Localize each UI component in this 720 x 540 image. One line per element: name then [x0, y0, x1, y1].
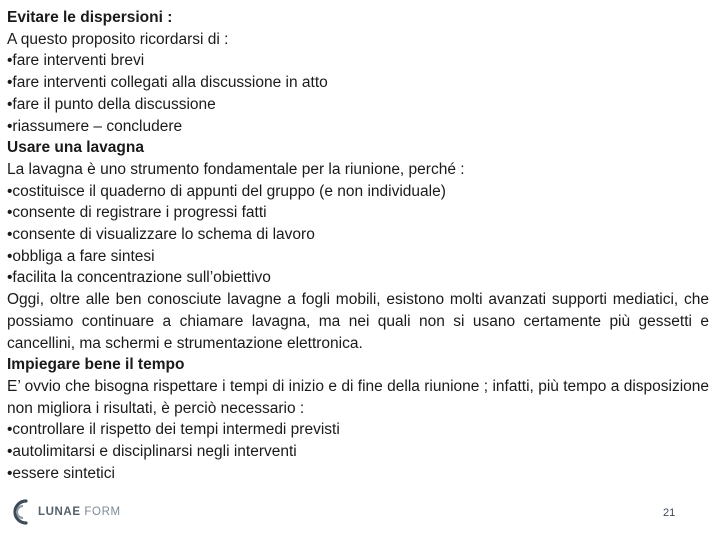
section-title-tempo: Impiegare bene il tempo: [7, 356, 185, 374]
page-number: 21: [663, 507, 676, 519]
slide-content: [7, 7, 709, 484]
bullet-item: •controllare il rispetto dei tempi intermedi previsti: [7, 421, 340, 439]
bullet-item: •riassumere – concludere: [7, 117, 183, 135]
bullet-item: •consente di registrare i progressi fatti: [7, 204, 267, 222]
logo-word-lunae: LUNAE: [38, 506, 81, 518]
section-paragraph-lavagna: Oggi, oltre alle ben conosciute lavagne a fogli mobili, esistono molti avanzati supporti mediatici, che possiamo continuare a chiamare lavagna, ma nei quali non si usano certamente più gessetti e cancellini, ma schermi e strumentazione elettronica.: [7, 291, 709, 352]
section-intro-dispersioni: A questo proposito ricordarsi di :: [7, 30, 229, 48]
lunae-form-logo-icon: [12, 499, 36, 525]
logo-wordmark: [38, 506, 121, 518]
section-title-dispersioni: Evitare le dispersioni :: [7, 9, 173, 26]
bullet-item: •costituisce il quaderno di appunti del gruppo (e non individuale): [7, 182, 446, 200]
section-title-lavagna: Usare una lavagna: [7, 139, 144, 157]
bullet-item: •fare il punto della discussione: [7, 95, 216, 113]
bullet-item: •autolimitarsi e disciplinarsi negli interventi: [7, 443, 297, 461]
section-intro-lavagna: La lavagna è uno strumento fondamentale per la riunione, perché :: [7, 160, 465, 178]
bullet-item: •fare interventi collegati alla discussione in atto: [7, 74, 328, 92]
bullet-item: •obbliga a fare sintesi: [7, 247, 155, 265]
bullet-item: •fare interventi brevi: [7, 52, 145, 70]
bullet-item: •essere sintetici: [7, 464, 115, 482]
logo-word-form: FORM: [84, 506, 121, 518]
bullet-item: •facilita la concentrazione sull’obiettivo: [7, 269, 271, 287]
section-paragraph-tempo: E’ ovvio che bisogna rispettare i tempi di inizio e di fine della riunione ; infatti, più tempo a disposizione non migliora i risultati, è perciò necessario :: [7, 377, 709, 417]
bullet-item: •consente di visualizzare lo schema di lavoro: [7, 226, 315, 244]
footer-logo: [12, 498, 121, 526]
